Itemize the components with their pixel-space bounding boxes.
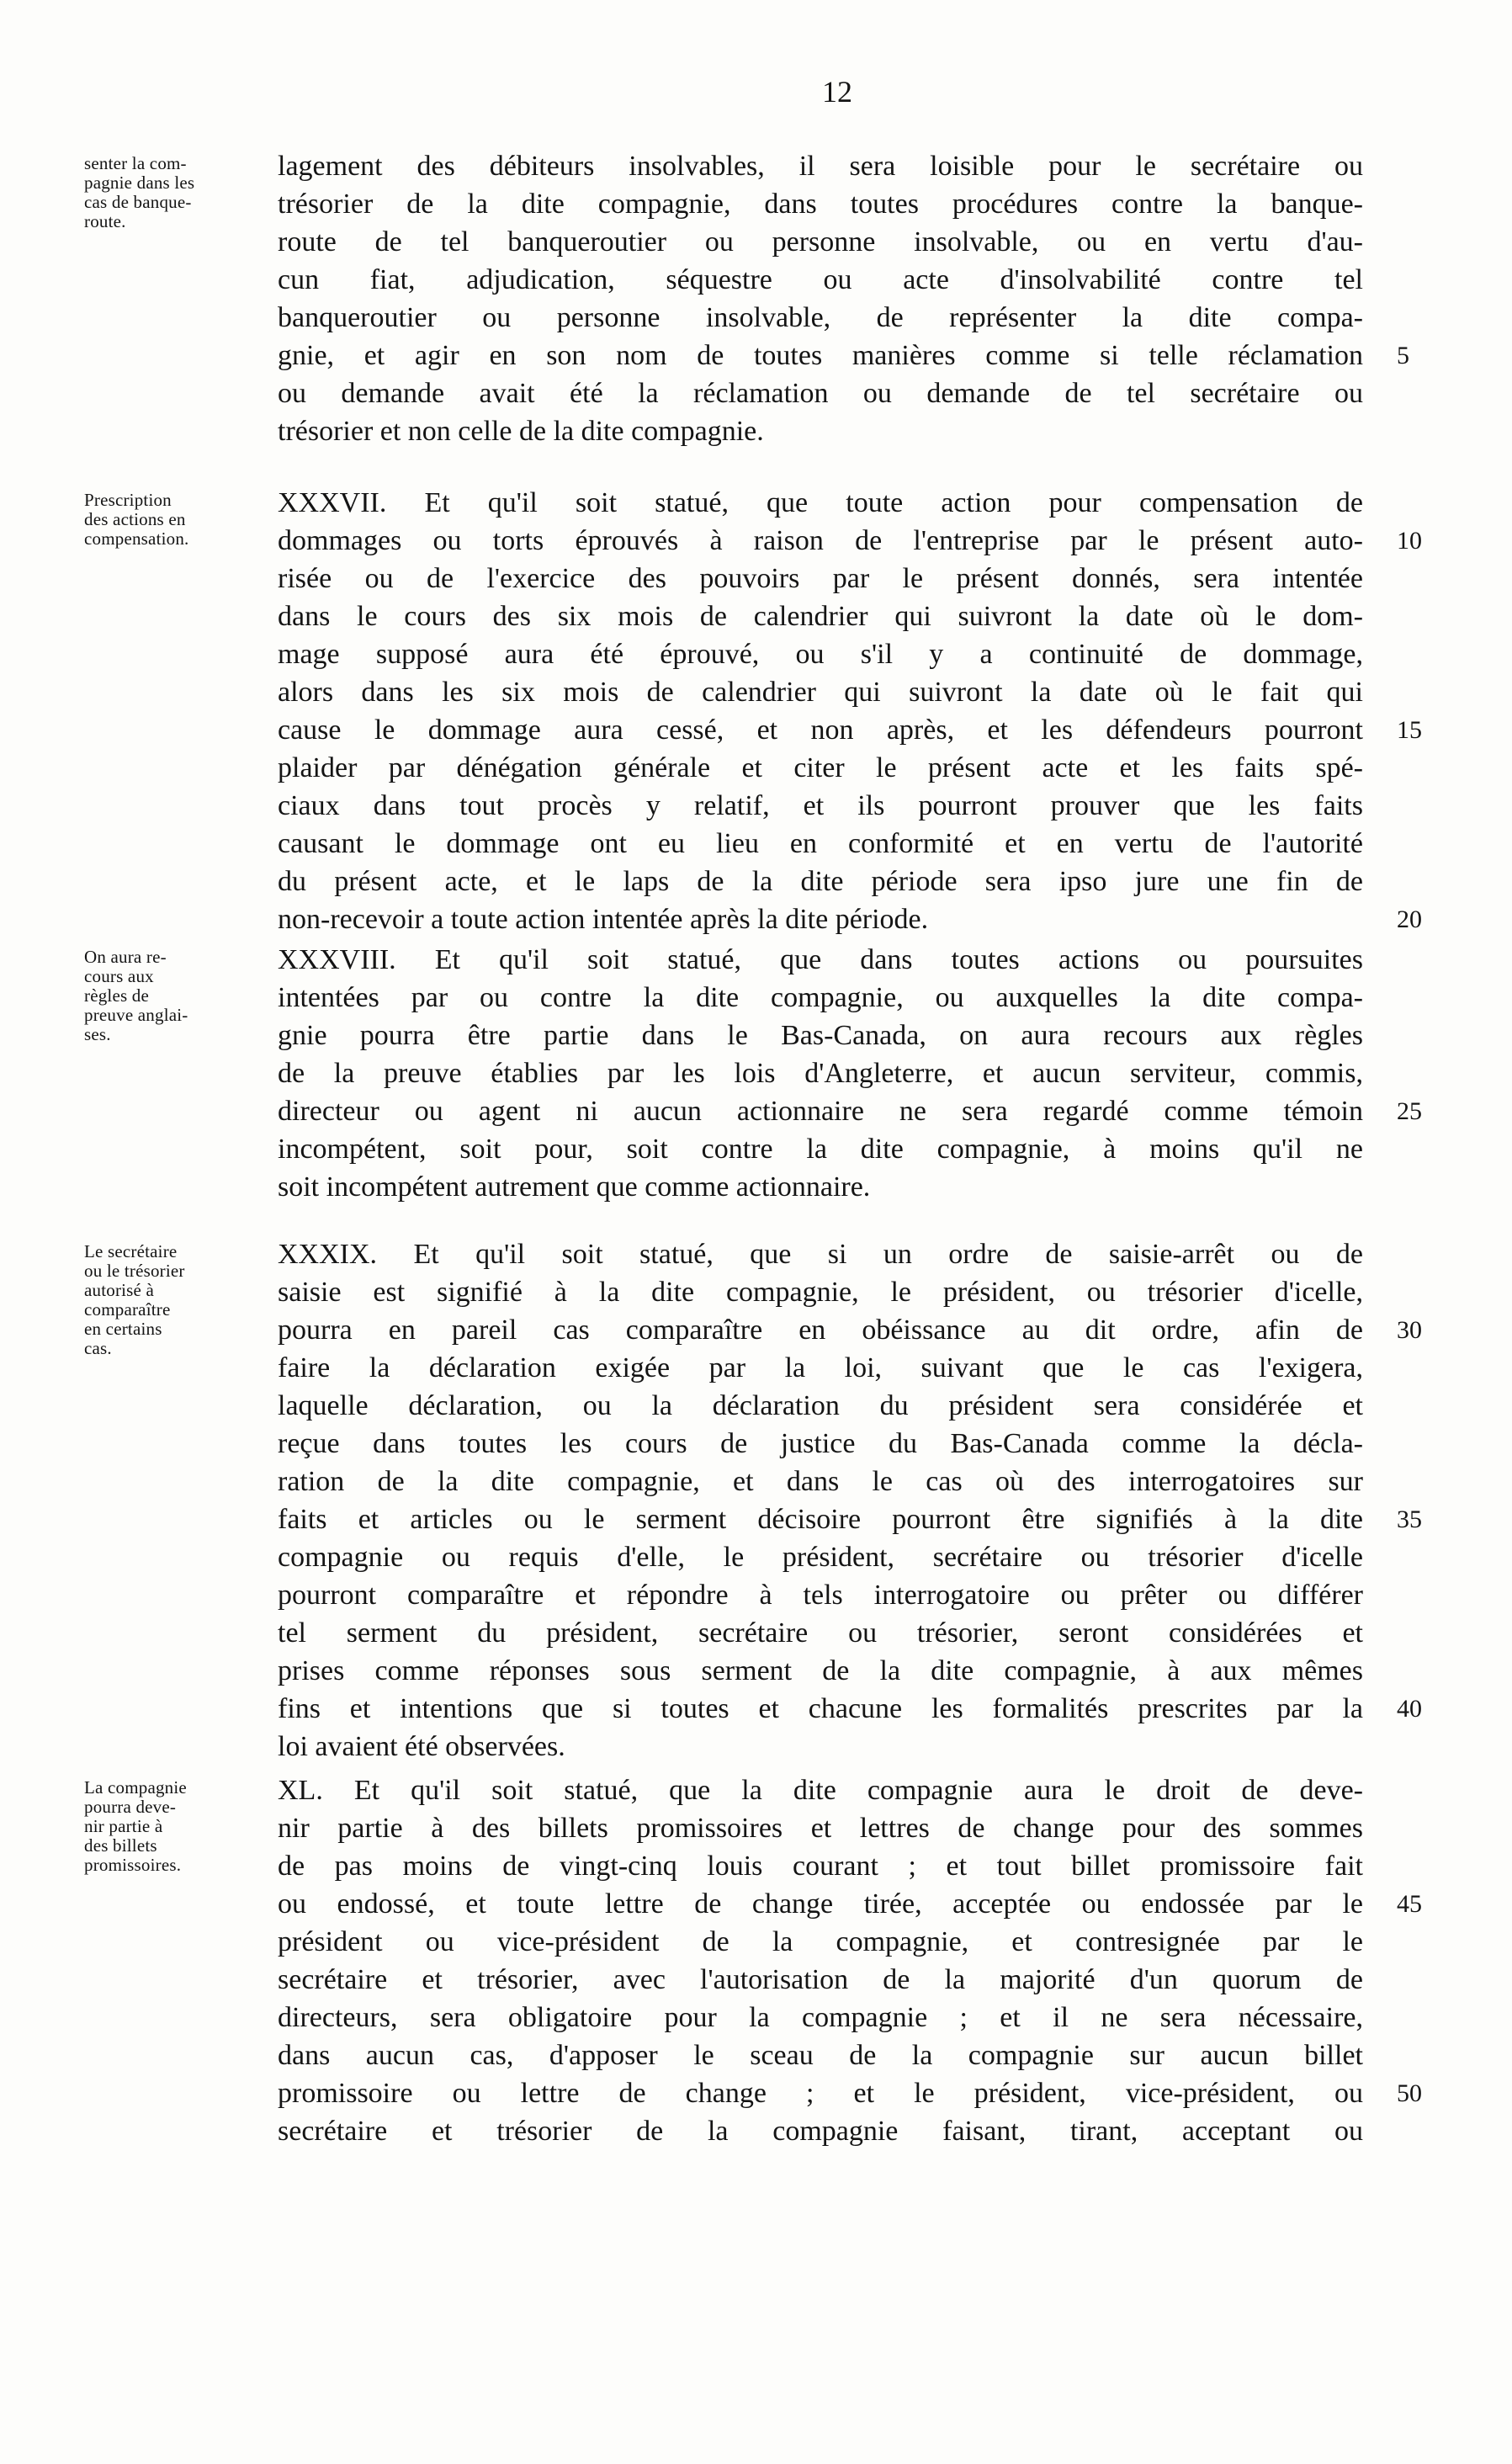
margin-note-line: cas de banque- bbox=[84, 192, 192, 212]
margin-note-line: ou le trésorier bbox=[84, 1261, 185, 1281]
text-line: cause le dommage aura cessé, et non après, et les défendeurs pourront bbox=[278, 714, 1363, 746]
text-line: loi avaient été observées. bbox=[278, 1731, 565, 1762]
body-text bbox=[278, 1235, 1363, 1766]
margin-note-line: des billets bbox=[84, 1835, 157, 1856]
text-line: intentées par ou contre la dite compagnie, ou auxquelles la dite compa- bbox=[278, 982, 1363, 1013]
text-line: compagnie ou requis d'elle, le président, secrétaire ou trésorier d'icelle bbox=[278, 1542, 1363, 1573]
text-line: alors dans les six mois de calendrier qui suivront la date où le fait qui bbox=[278, 677, 1363, 708]
line-number: 50 bbox=[1397, 2079, 1422, 2107]
margin-note-line: route. bbox=[84, 211, 126, 231]
body-text bbox=[278, 484, 1363, 938]
text-line: reçue dans toutes les cours de justice du Bas-Canada comme la décla- bbox=[278, 1428, 1363, 1459]
text-line: secrétaire et trésorier, avec l'autorisation de la majorité d'un quorum de bbox=[278, 1964, 1363, 1995]
margin-note bbox=[84, 154, 265, 231]
page-number: 12 bbox=[822, 75, 852, 109]
text-line: président ou vice-président de la compagnie, et contresignée par le bbox=[278, 1926, 1363, 1957]
text-line: faits et articles ou le serment décisoire pourront être signifiés à la dite bbox=[278, 1504, 1363, 1535]
body-text bbox=[278, 147, 1363, 450]
text-line: directeur ou agent ni aucun actionnaire ne sera regardé comme témoin bbox=[278, 1096, 1363, 1127]
body-text bbox=[278, 1771, 1363, 2150]
margin-note-line: On aura re- bbox=[84, 947, 167, 967]
text-line: cun fiat, adjudication, séquestre ou acte d'insolvabilité contre tel bbox=[278, 264, 1363, 295]
margin-note-line: preuve anglai- bbox=[84, 1005, 188, 1025]
margin-note-line: compensation. bbox=[84, 528, 189, 549]
text-line: XL. Et qu'il soit statué, que la dite compagnie aura le droit de deve- bbox=[278, 1775, 1363, 1806]
text-line: causant le dommage ont eu lieu en conformité et en vertu de l'autorité bbox=[278, 828, 1363, 859]
text-line: promissoire ou lettre de change ; et le président, vice-président, ou bbox=[278, 2078, 1363, 2109]
text-line: incompétent, soit pour, soit contre la dite compagnie, à moins qu'il ne bbox=[278, 1134, 1363, 1165]
margin-note-line: La compagnie bbox=[84, 1777, 187, 1798]
margin-note-line: des actions en bbox=[84, 509, 186, 529]
text-line: non-recevoir a toute action intentée après la dite période. bbox=[278, 904, 929, 935]
text-line: gnie, et agir en son nom de toutes manières comme si telle réclamation bbox=[278, 340, 1363, 371]
margin-note bbox=[84, 1778, 265, 1875]
text-line: faire la déclaration exigée par la loi, suivant que le cas l'exigera, bbox=[278, 1352, 1363, 1383]
text-line: XXXIX. Et qu'il soit statué, que si un ordre de saisie-arrêt ou de bbox=[278, 1239, 1363, 1270]
text-line: XXXVIII. Et qu'il soit statué, que dans toutes actions ou poursuites bbox=[278, 944, 1363, 975]
line-number: 25 bbox=[1397, 1097, 1422, 1125]
text-line: soit incompétent autrement que comme actionnaire. bbox=[278, 1171, 871, 1203]
text-line: trésorier et non celle de la dite compagnie. bbox=[278, 416, 764, 447]
text-line: mage supposé aura été éprouvé, ou s'il y a continuité de dommage, bbox=[278, 639, 1363, 670]
text-line: ou endossé, et toute lettre de change tirée, acceptée ou endossée par le bbox=[278, 1888, 1363, 1920]
text-line: nir partie à des billets promissoires et lettres de change pour des sommes bbox=[278, 1813, 1363, 1844]
line-number: 15 bbox=[1397, 716, 1422, 744]
line-number: 35 bbox=[1397, 1505, 1422, 1533]
margin-note-line: pourra deve- bbox=[84, 1797, 177, 1817]
text-line: dans le cours des six mois de calendrier qui suivront la date où le dom- bbox=[278, 601, 1363, 632]
margin-note-line: cas. bbox=[84, 1338, 112, 1358]
text-line: ciaux dans tout procès y relatif, et ils pourront prouver que les faits bbox=[278, 790, 1363, 821]
text-line: plaider par dénégation générale et citer le présent acte et les faits spé- bbox=[278, 752, 1363, 783]
margin-note-line: nir partie à bbox=[84, 1816, 163, 1836]
margin-note-line: pagnie dans les bbox=[84, 173, 195, 193]
margin-note bbox=[84, 491, 265, 549]
text-line: du présent acte, et le laps de la dite période sera ipso jure une fin de bbox=[278, 866, 1363, 897]
line-number: 5 bbox=[1397, 342, 1409, 369]
text-line: pourront comparaître et répondre à tels interrogatoire ou prêter ou différer bbox=[278, 1580, 1363, 1611]
text-line: fins et intentions que si toutes et chacune les formalités prescrites par la bbox=[278, 1693, 1363, 1724]
margin-note bbox=[84, 948, 265, 1044]
text-line: gnie pourra être partie dans le Bas-Canada, on aura recours aux règles bbox=[278, 1020, 1363, 1051]
text-line: banqueroutier ou personne insolvable, de représenter la dite compa- bbox=[278, 302, 1363, 333]
margin-note-line: ses. bbox=[84, 1024, 111, 1044]
line-number: 10 bbox=[1397, 527, 1422, 555]
text-line: pourra en pareil cas comparaître en obéissance au dit ordre, afin de bbox=[278, 1314, 1363, 1346]
line-number: 30 bbox=[1397, 1316, 1422, 1344]
text-line: dommages ou torts éprouvés à raison de l'entreprise par le présent auto- bbox=[278, 525, 1363, 556]
margin-note-line: Prescription bbox=[84, 490, 172, 510]
text-line: de la preuve établies par les lois d'Angleterre, et aucun serviteur, commis, bbox=[278, 1058, 1363, 1089]
line-number: 45 bbox=[1397, 1890, 1422, 1918]
body-text bbox=[278, 941, 1363, 1206]
margin-note-line: règles de bbox=[84, 985, 150, 1006]
text-line: secrétaire et trésorier de la compagnie faisant, tirant, acceptant ou bbox=[278, 2116, 1363, 2147]
text-line: route de tel banqueroutier ou personne insolvable, ou en vertu d'au- bbox=[278, 226, 1363, 258]
text-line: prises comme réponses sous serment de la dite compagnie, à aux mêmes bbox=[278, 1655, 1363, 1686]
text-line: trésorier de la dite compagnie, dans toutes procédures contre la banque- bbox=[278, 189, 1363, 220]
text-line: ration de la dite compagnie, et dans le cas où des interrogatoires sur bbox=[278, 1466, 1363, 1497]
margin-note bbox=[84, 1242, 265, 1358]
margin-note-line: senter la com- bbox=[84, 153, 187, 173]
text-line: directeurs, sera obligatoire pour la compagnie ; et il ne sera nécessaire, bbox=[278, 2002, 1363, 2033]
margin-note-line: comparaître bbox=[84, 1299, 171, 1320]
text-line: tel serment du président, secrétaire ou trésorier, seront considérées et bbox=[278, 1617, 1363, 1649]
margin-note-line: autorisé à bbox=[84, 1280, 155, 1300]
margin-note-line: Le secrétaire bbox=[84, 1241, 178, 1261]
text-line: risée ou de l'exercice des pouvoirs par le présent donnés, sera intentée bbox=[278, 563, 1363, 594]
text-line: dans aucun cas, d'apposer le sceau de la compagnie sur aucun billet bbox=[278, 2040, 1363, 2071]
margin-note-line: promissoires. bbox=[84, 1855, 182, 1875]
margin-note-line: en certains bbox=[84, 1319, 162, 1339]
text-line: XXXVII. Et qu'il soit statué, que toute action pour compensation de bbox=[278, 487, 1363, 518]
text-line: de pas moins de vingt-cinq louis courant ; et tout billet promissoire fait bbox=[278, 1851, 1363, 1882]
text-line: laquelle déclaration, ou la déclaration du président sera considérée et bbox=[278, 1390, 1363, 1421]
line-number: 20 bbox=[1397, 905, 1422, 933]
text-line: ou demande avait été la réclamation ou demande de tel secrétaire ou bbox=[278, 378, 1363, 409]
line-number: 40 bbox=[1397, 1695, 1422, 1723]
text-line: lagement des débiteurs insolvables, il sera loisible pour le secrétaire ou bbox=[278, 151, 1363, 182]
margin-note-line: cours aux bbox=[84, 966, 154, 986]
text-line: saisie est signifié à la dite compagnie, le président, ou trésorier d'icelle, bbox=[278, 1277, 1363, 1308]
